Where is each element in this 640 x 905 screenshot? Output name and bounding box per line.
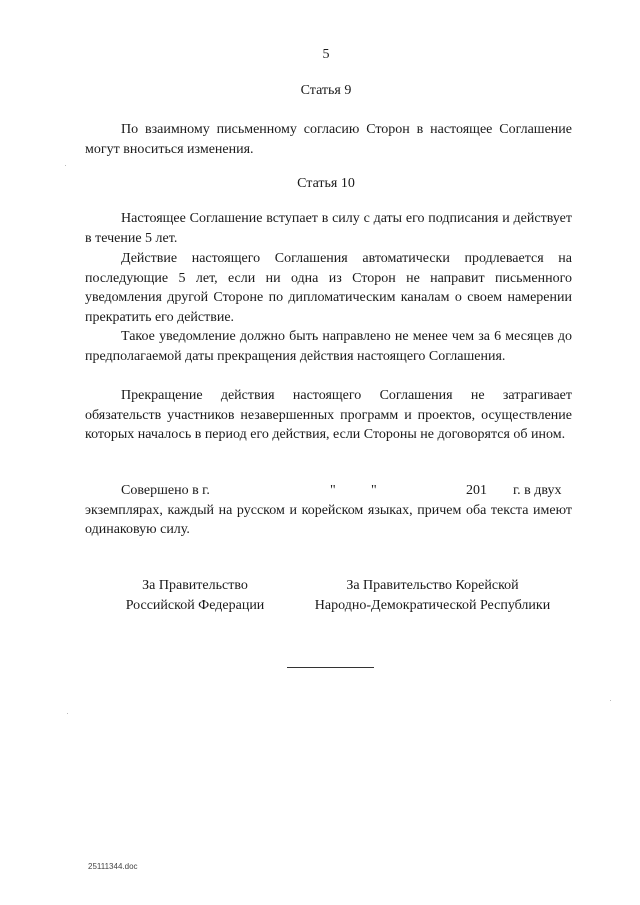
- signature-block-dprk: [300, 576, 565, 615]
- signature-dprk-line-1: За Правительство Корейской: [346, 578, 519, 593]
- execution-quote-open: ": [330, 483, 336, 498]
- article-10-paragraph-1: Настоящее Соглашение вступает в силу с даты его подписания и действует в течение 5 лет.: [85, 211, 572, 246]
- page-number: 5: [322, 47, 330, 62]
- execution-quote-close: ": [371, 483, 377, 498]
- execution-prefix: Совершено в г.: [121, 483, 210, 498]
- article-10-heading: Статья 10: [297, 176, 355, 191]
- article-10-paragraph-4: Прекращение действия настоящего Соглашения не затрагивает обязательств участников незавершенных программ и проектов, осуществление которых началось в период его действия, если Стороны не договорятся об ином.: [85, 388, 572, 442]
- scan-speck: [67, 713, 68, 714]
- signature-dprk-line-2: Народно-Демократической Республики: [314, 597, 551, 613]
- signature-russia-line-2: Российской Федерации: [125, 597, 265, 613]
- article-9-paragraph-1: По взаимному письменному согласию Сторон в настоящее Соглашение могут вноситься изменения.: [85, 122, 572, 157]
- article-10-paragraph-3: Такое уведомление должно быть направлено не менее чем за 6 месяцев до предполагаемой даты прекращения действия настоящего Соглашения.: [85, 329, 572, 364]
- execution-clause: [85, 481, 572, 540]
- scan-speck: [65, 165, 66, 166]
- article-10-paragraph-2: Действие настоящего Соглашения автоматически продлевается на последующие 5 лет, если ни одна из Сторон не направит письменного уведомления другой Стороне по дипломатическим каналам о своем намерении прекратить его действие.: [85, 251, 572, 325]
- execution-rest: экземплярах, каждый на русском и корейском языках, причем оба текста имеют одинаковую силу.: [85, 502, 572, 537]
- signature-russia-line-1: За Правительство: [142, 578, 248, 593]
- article-9-heading: Статья 9: [300, 83, 352, 98]
- signature-block-russia: [100, 576, 290, 615]
- footer-filename: 25111344.doc: [88, 862, 138, 871]
- execution-year: 201: [466, 483, 487, 498]
- scan-speck: [610, 700, 611, 701]
- closing-rule: [287, 667, 374, 668]
- execution-year-suffix: г. в двух: [513, 483, 562, 498]
